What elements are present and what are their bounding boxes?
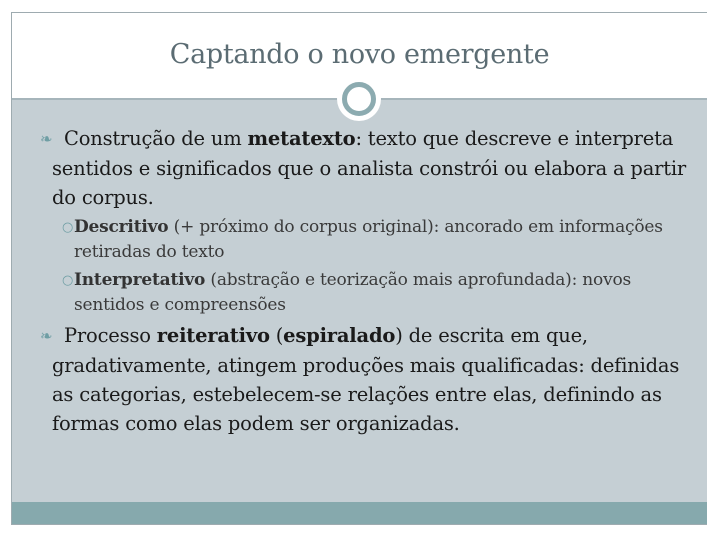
- bullet-emphasis-text: Interpretativo: [74, 270, 206, 290]
- ring-ornament-inner: [342, 82, 376, 116]
- bullet-list: [30, 124, 690, 441]
- hollow-circle-bullet-icon: ○: [62, 273, 74, 288]
- sub-bullet-item: [30, 215, 690, 265]
- bullet-emphasis-text: espiralado: [283, 324, 396, 347]
- bullet-text: (+ próximo do corpus original): ancorado em informações retiradas do texto: [74, 217, 663, 262]
- bullet-item: [30, 124, 690, 212]
- bullet-text: : texto que descreve e interpreta sentidos e significados que o analista constrói ou elabora a partir do corpus.: [52, 127, 687, 209]
- ring-ornament-icon: [337, 77, 381, 121]
- ornamental-bullet-icon: ❧: [40, 327, 53, 345]
- ornamental-bullet-icon: ❧: [40, 130, 53, 148]
- bullet-emphasis-text: Descritivo: [74, 217, 169, 237]
- bullet-text: Construção de um: [64, 127, 248, 150]
- bullet-text: ) de escrita em que, gradativamente, atingem produções mais qualificadas: definidas as categorias, estebelecem-se relações entre elas, definindo as formas como elas podem ser organizadas.: [52, 324, 680, 435]
- sub-bullet-item: [30, 268, 690, 318]
- slide-title: Captando o novo emergente: [169, 39, 550, 70]
- bullet-emphasis-text: reiterativo: [156, 324, 270, 347]
- bullet-text: (: [269, 324, 284, 347]
- footer-bar: [12, 502, 707, 524]
- bullet-item: [30, 321, 690, 438]
- bullet-text: Processo: [64, 324, 157, 347]
- bullet-text: (abstração e teorização mais aprofundada): novos sentidos e compreensões: [74, 270, 632, 315]
- hollow-circle-bullet-icon: ○: [62, 220, 74, 235]
- bullet-emphasis-text: metatexto: [247, 127, 356, 150]
